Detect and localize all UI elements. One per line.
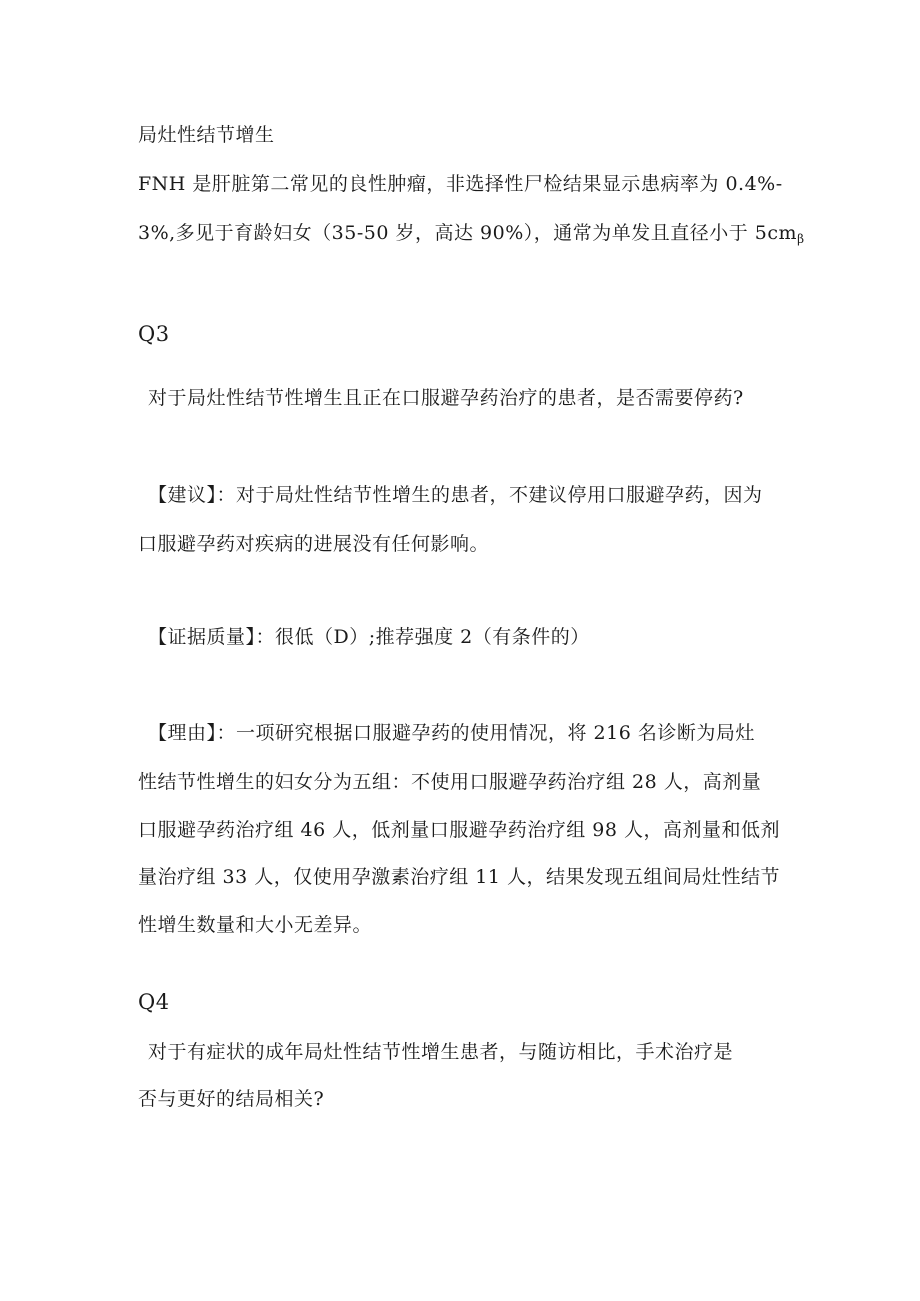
q4-label: Q4 <box>138 990 170 1014</box>
q3-reason-line-4: 量治疗组 33 人，仅使用孕激素治疗组 11 人，结果发现五组间局灶性结节 <box>138 866 781 888</box>
q3-question: 对于局灶性结节性增生且正在口服避孕药治疗的患者，是否需要停药? <box>148 387 744 409</box>
section-title: 局灶性结节增生 <box>138 124 275 146</box>
q3-reason-line-5: 性增生数量和大小无差异。 <box>138 914 373 936</box>
q3-label: Q3 <box>138 322 170 346</box>
q4-question-line-2: 否与更好的结局相关? <box>138 1088 325 1110</box>
q3-reason-line-1: 【理由】：一项研究根据口服避孕药的使用情况，将 216 名诊断为局灶 <box>148 722 755 744</box>
intro-line-1: FNH 是肝脏第二常见的良性肿瘤，非选择性尸检结果显示患病率为 0.4%- <box>138 173 783 195</box>
q3-recommendation-line-1: 【建议】：对于局灶性结节性增生的患者，不建议停用口服避孕药，因为 <box>148 484 763 506</box>
q3-evidence: 【证据质量】：很低（D）;推荐强度 2（有条件的） <box>148 626 590 648</box>
q3-reason-line-3: 口服避孕药治疗组 46 人，低剂量口服避孕药治疗组 98 人，高剂量和低剂 <box>138 819 781 841</box>
q3-recommendation-line-2: 口服避孕药对疾病的进展没有任何影响。 <box>138 533 490 555</box>
intro-line-2-text: 3%,多见于育龄妇女（35-50 岁，高达 90%），通常为单发且直径小于 5cm <box>138 222 798 244</box>
q3-reason-line-2: 性结节性增生的妇女分为五组：不使用口服避孕药治疗组 28 人，高剂量 <box>138 771 762 793</box>
intro-line-2-subscript: β <box>797 232 805 246</box>
q4-question-line-1: 对于有症状的成年局灶性结节性增生患者，与随访相比，手术治疗是 <box>148 1041 734 1063</box>
intro-line-2 <box>138 219 805 253</box>
